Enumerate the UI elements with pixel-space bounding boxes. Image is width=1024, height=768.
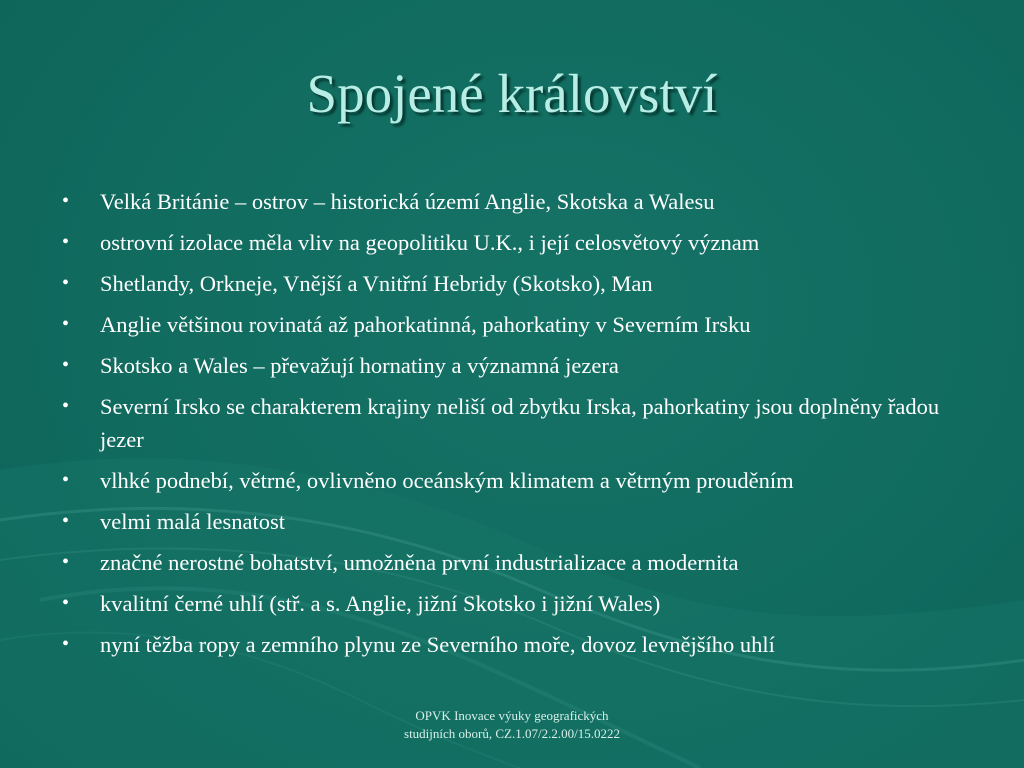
bullet-icon: • — [62, 592, 70, 614]
bullet-icon: • — [62, 633, 70, 655]
list-item — [58, 390, 958, 456]
bullet-list — [58, 185, 958, 669]
footer-line-1: OPVK Inovace výuky geografických — [415, 708, 609, 723]
list-item — [58, 587, 958, 620]
list-item — [58, 546, 958, 579]
list-item — [58, 226, 958, 259]
bullet-text: nyní těžba ropy a zemního plynu ze Severního moře, dovoz levnějšího uhlí — [100, 632, 775, 657]
bullet-icon: • — [62, 510, 70, 532]
footer-credit — [362, 707, 662, 743]
bullet-icon: • — [62, 190, 70, 212]
bullet-text: velmi malá lesnatost — [100, 509, 285, 534]
bullet-text: Shetlandy, Orkneje, Vnější a Vnitřní Hebridy (Skotsko), Man — [100, 271, 653, 296]
bullet-text: ostrovní izolace měla vliv na geopolitiku U.K., i její celosvětový význam — [100, 230, 760, 255]
bullet-icon: • — [62, 395, 70, 417]
bullet-text: Anglie většinou rovinatá až pahorkatinná, pahorkatiny v Severním Irsku — [100, 312, 751, 337]
bullet-text: Severní Irsko se charakterem krajiny neliší od zbytku Irska, pahorkatiny jsou doplněny řadou jezer — [100, 394, 940, 452]
list-item — [58, 628, 958, 661]
bullet-icon: • — [62, 272, 70, 294]
bullet-text: Velká Británie – ostrov – historická území Anglie, Skotska a Walesu — [100, 189, 715, 214]
list-item — [58, 349, 958, 382]
list-item — [58, 267, 958, 300]
bullet-text: značné nerostné bohatství, umožněna první industrializace a modernita — [100, 550, 739, 575]
bullet-icon: • — [62, 354, 70, 376]
bullet-text: Skotsko a Wales – převažují hornatiny a významná jezera — [100, 353, 619, 378]
bullet-text: kvalitní černé uhlí (stř. a s. Anglie, jižní Skotsko i jižní Wales) — [100, 591, 661, 616]
bullet-icon: • — [62, 231, 70, 253]
bullet-icon: • — [62, 469, 70, 491]
list-item — [58, 464, 958, 497]
slide-title: Spojené království — [306, 63, 718, 124]
bullet-icon: • — [62, 313, 70, 335]
list-item — [58, 505, 958, 538]
list-item — [58, 308, 958, 341]
footer-line-2: studijních oborů, CZ.1.07/2.2.00/15.0222 — [404, 726, 620, 741]
bullet-text: vlhké podnebí, větrné, ovlivněno oceánským klimatem a větrným prouděním — [100, 468, 794, 493]
bullet-icon: • — [62, 551, 70, 573]
list-item — [58, 185, 958, 218]
